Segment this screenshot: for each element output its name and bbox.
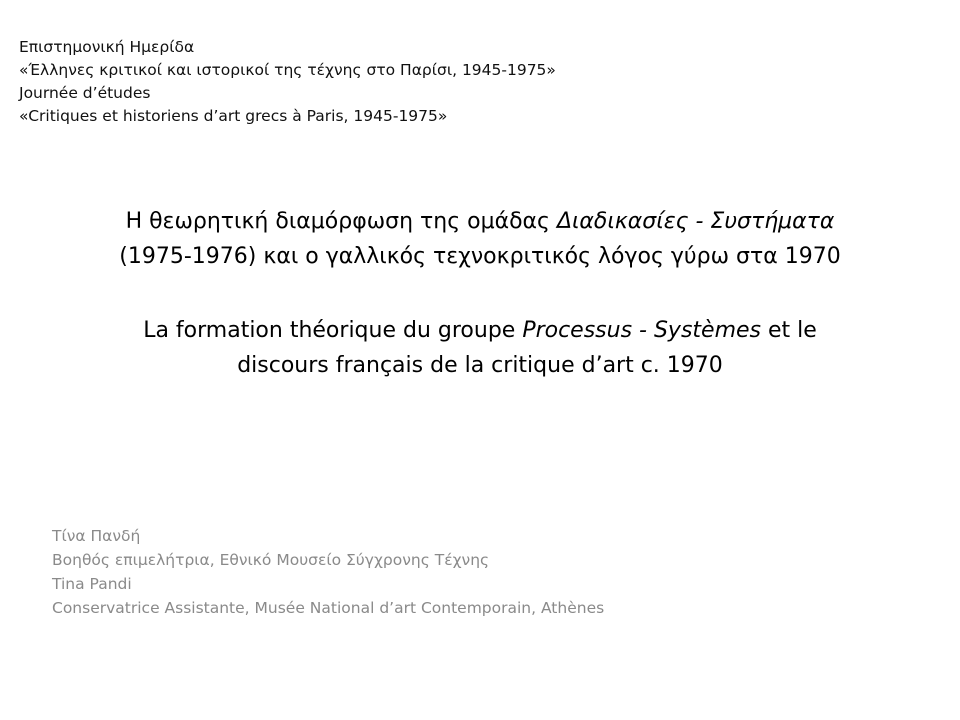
author-name-greek: Τίνα Πανδή [52,527,141,545]
title-french-suffix: et le [761,318,817,343]
event-type-greek: Επιστημονική Ημερίδα [19,38,195,56]
event-header [19,36,939,128]
title-french-line-1 [40,313,920,348]
title-french-line-2: discours français de la critique d’art c. 1970 [237,353,723,378]
author-name-latin: Tina Pandi [52,575,132,593]
author-role-french: Conservatrice Assistante, Musée National d’art Contemporain, Athènes [52,599,605,617]
author-role-greek: Βοηθός επιμελήτρια, Εθνικό Μουσείο Σύγχρονης Τέχνης [52,551,490,569]
talk-title [40,204,920,383]
title-french-group-name: Processus - Systèmes [522,318,762,343]
title-french-prefix: La formation théorique du groupe [143,318,523,343]
event-title-greek: «Έλληνες κριτικοί και ιστορικοί της τέχνης στο Παρίσι, 1945-1975» [19,61,556,79]
event-type-french: Journée d’études [19,84,151,102]
title-greek-line-2: (1975-1976) και ο γαλλικός τεχνοκριτικός λόγος γύρω στα 1970 [119,244,841,269]
title-greek-line-1 [40,204,920,239]
event-title-french: «Critiques et historiens d’art grecs à Paris, 1945-1975» [19,107,448,125]
title-greek-group-name: Διαδικασίες - Συστήματα [556,209,835,234]
author-info [52,524,932,620]
title-greek-prefix: Η θεωρητική διαμόρφωση της ομάδας [125,209,557,234]
